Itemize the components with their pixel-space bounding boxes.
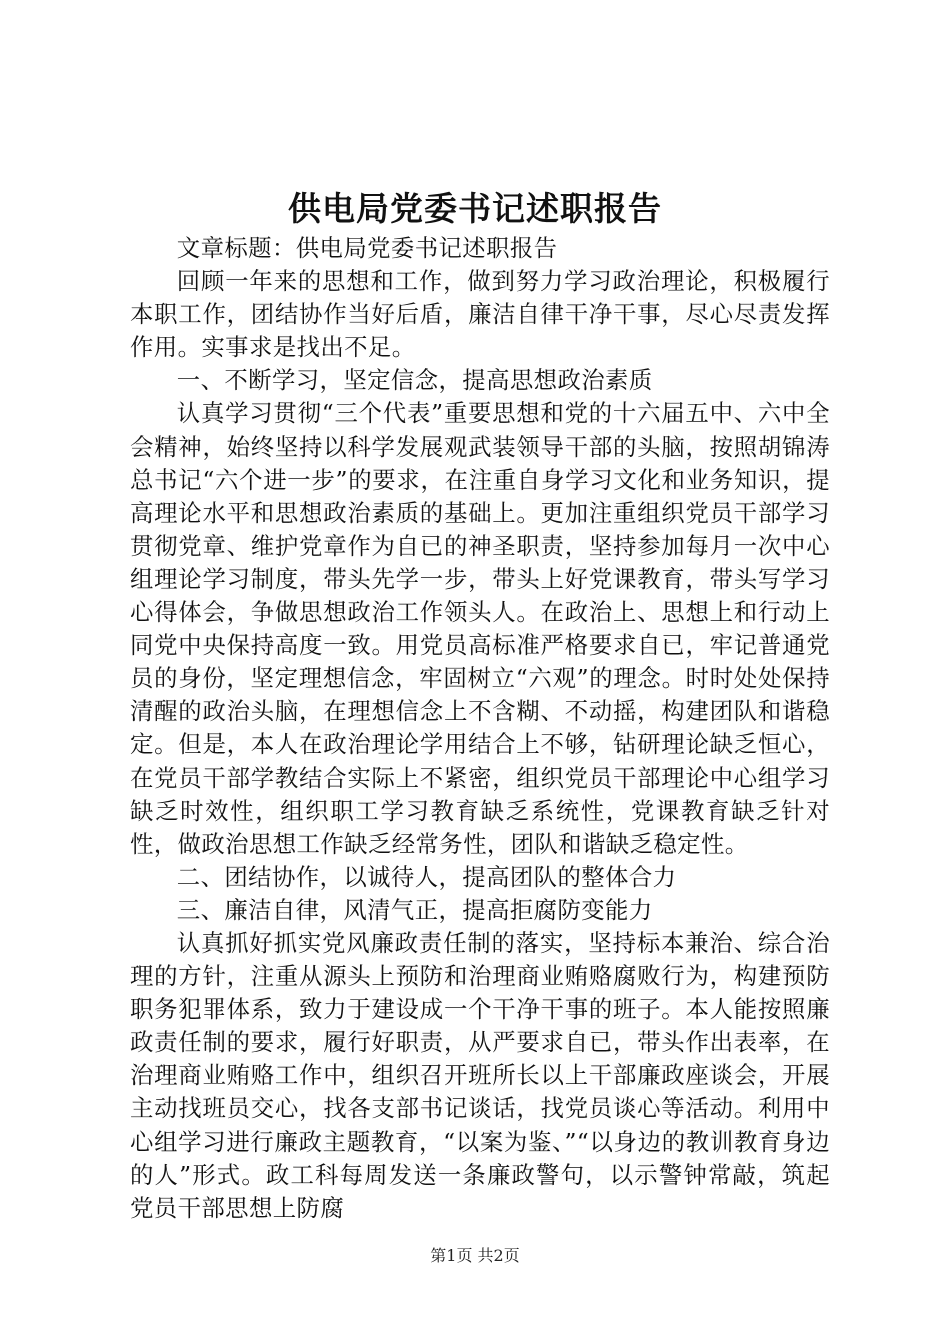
- section-3-paragraph: 认真抓好抓实党风廉政责任制的落实，坚持标本兼治、综合治理的方针，注重从源头上预防和治理商业贿赂腐败行为，构建预防职务犯罪体系，致力于建设成一个干净干事的班子。本人能按照廉政责任制的要求，履行好职责，从严要求自已，带头作出表率，在治理商业贿赂工作中，组织召开班所长以上干部廉政座谈会，开展主动找班员交心，找各支部书记谈话，找党员谈心等活动。利用中心组学习进行廉政主题教育，“以案为鉴、”“以身边的教训教育身边的人”形式。政工科每周发送一条廉政警句，以示警钟常敲，筑起党员干部思想上防腐: [130, 928, 830, 1222]
- section-heading-2: 二、团结协作，以诚待人，提高团队的整体合力: [176, 862, 677, 891]
- document-body: [130, 232, 830, 1225]
- section-heading-1: 一、不断学习，坚定信念，提高思想政治素质: [176, 366, 653, 395]
- page-number-footer: 第1页 共2页: [430, 1246, 520, 1265]
- document-title: 供电局党委书记述职报告: [288, 189, 662, 228]
- article-title-line: 文章标题：供电局党委书记述职报告: [176, 234, 558, 262]
- intro-paragraph: 回顾一年来的思想和工作，做到努力学习政治理论，积极履行本职工作，团结协作当好后盾，廉洁自律干净干事，尽心尽责发挥作用。实事求是找出不足。: [130, 267, 830, 362]
- section-heading-3: 三、廉洁自律，风清气正，提高拒腐防变能力: [176, 895, 653, 924]
- section-1-paragraph: 认真学习贯彻“三个代表”重要思想和党的十六届五中、六中全会精神，始终坚持以科学发展观武装领导干部的头脑，按照胡锦涛总书记“六个进一步”的要求，在注重自身学习文化和业务知识，提高理论水平和思想政治素质的基础上。更加注重组织党员干部学习贯彻党章、维护党章作为自已的神圣职责，坚持参加每月一次中心组理论学习制度，带头先学一步，带头上好党课教育，带头写学习心得体会，争做思想政治工作领头人。在政治上、思想上和行动上同党中央保持高度一致。用党员高标准严格要求自已，牢记普通党员的身份，坚定理想信念，牢固树立“六观”的理念。时时处处保持清醒的政治头脑，在理想信念上不含糊、不动摇，构建团队和谐稳定。但是，本人在政治理论学用结合上不够，钻研理论缺乏恒心，在党员干部学教结合实际上不紧密，组织党员干部理论中心组学习缺乏时效性，组织职工学习教育缺乏系统性，党课教育缺乏针对性，做政治思想工作缺乏经常务性，团队和谐缺乏稳定性。: [130, 399, 830, 858]
